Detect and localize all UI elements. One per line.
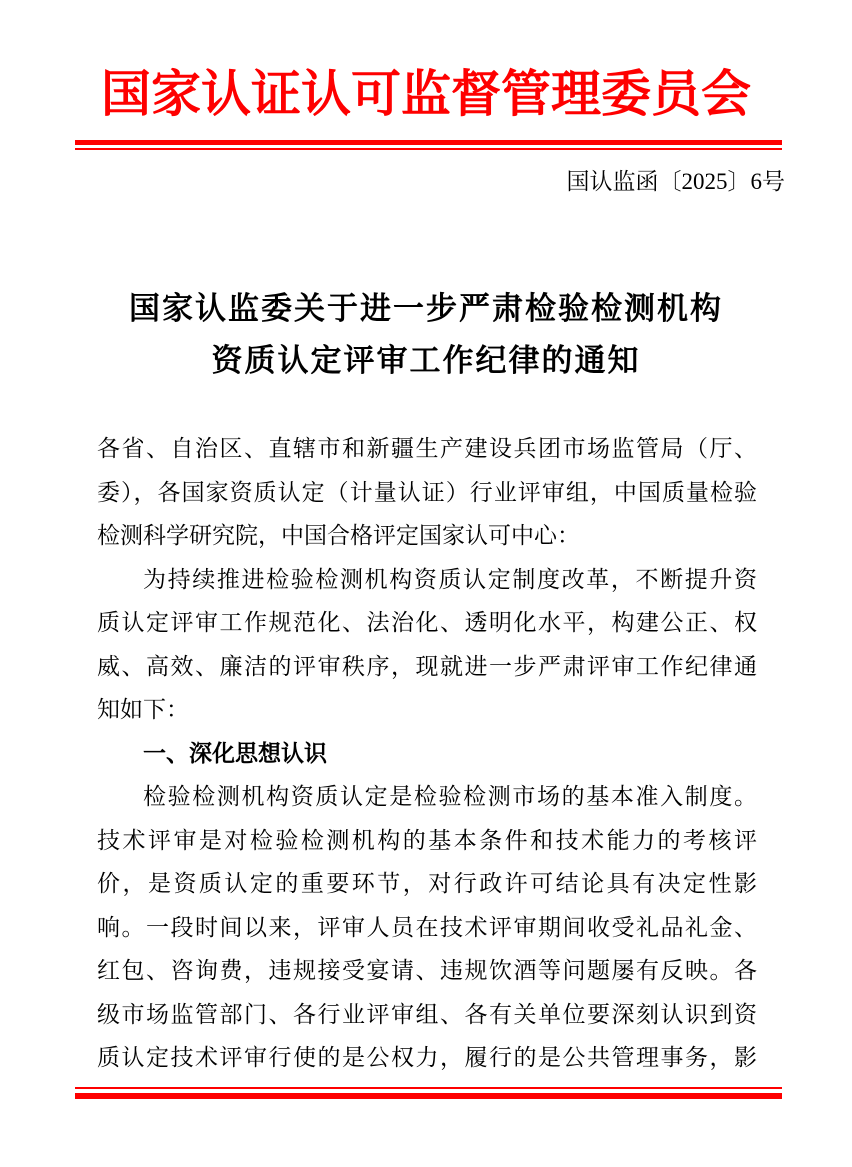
header-rule-thin [75,148,782,150]
section-heading: 一、深化思想认识 [143,739,327,766]
document-body [97,427,757,1080]
body-line: 价，是资质认定的重要环节，对行政许可结论具有决定性影 [97,871,757,896]
body-line: 红包、咨询费，违规接受宴请、违规饮酒等问题屡有反映。各 [97,958,757,983]
body-line: 级市场监管部门、各行业评审组、各有关单位要深刻认识到资 [97,1001,757,1027]
header-double-rule [75,140,782,150]
header-rule-thick [75,140,782,145]
body-line: 委），各国家资质认定（计量认证）行业评审组，中国质量检验 [97,479,757,505]
agency-header-title: 国家认证认可监督管理委员会 [101,66,751,122]
document-title-line1: 国家认监委关于进一步严肃检验检测机构 [129,291,723,326]
body-line: 技术评审是对检验检测机构的基本条件和技术能力的考核评 [97,827,757,853]
footer-rule-thin [75,1087,782,1089]
body-line: 检验检测机构资质认定是检验检测市场的基本准入制度。 [143,784,757,809]
body-line: 知如下： [97,697,189,722]
body-line: 检测科学研究院，中国合格评定国家认可中心： [97,523,580,548]
body-line: 响。一段时间以来，评审人员在技术评审期间收受礼品礼金、 [97,914,757,940]
body-line: 各省、自治区、直辖市和新疆生产建设兵团市场监管局（厅、 [97,436,757,461]
body-line: 为持续推进检验检测机构资质认定制度改革，不断提升资 [143,566,757,592]
body-line: 威、高效、廉洁的评审秩序，现就进一步严肃评审工作纪律通 [97,653,757,679]
document-title [0,283,852,387]
body-line: 质认定评审工作规范化、法治化、透明化水平，构建公正、权 [97,610,757,635]
footer-double-rule [75,1087,782,1099]
body-line: 质认定技术评审行使的是公权力，履行的是公共管理事务，影 [97,1045,757,1070]
document-title-line2: 资质认定评审工作纪律的通知 [211,343,641,378]
document-number: 国认监函〔2025〕6号 [566,169,785,194]
footer-rule-thick [75,1093,782,1099]
